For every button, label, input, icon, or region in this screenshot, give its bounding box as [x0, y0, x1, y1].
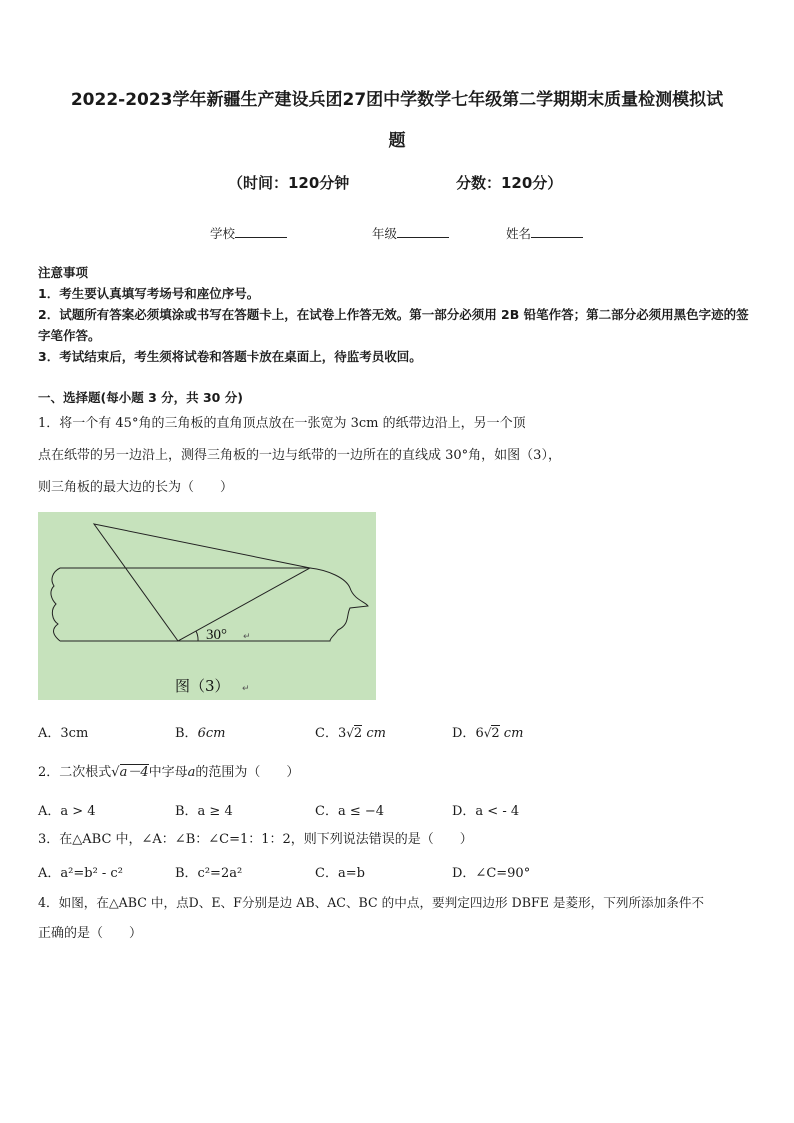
notice-item: 3．考试结束后，考生须将试卷和答题卡放在桌面上，待监考员收回。 — [38, 349, 422, 364]
option-letter: B． — [175, 726, 198, 741]
grade-blank — [397, 225, 449, 238]
q3-option-b: B．c²=2a² — [175, 866, 243, 881]
option-letter: C． — [315, 726, 338, 741]
notice-heading: 注意事项 — [38, 265, 89, 280]
coefficient: 6 — [475, 726, 484, 741]
q1-line1: 1．将一个有 45°角的三角板的直角顶点放在一张宽为 3cm 的纸带边沿上，另一个顶 — [38, 416, 526, 431]
sqrt-sign: √ — [483, 726, 492, 740]
q2-radicand: a－4 — [119, 765, 149, 780]
name-blank — [531, 225, 583, 238]
notice-item: 2．试题所有答案必须填涂或书写在答题卡上，在试卷上作答无效。第一部分必须用 2B 铅笔作答；第二部分必须用黑色字迹的签字笔作答。 — [38, 307, 749, 343]
q3-stem: 3．在△ABC 中，∠A：∠B：∠C=1：1：2，则下列说法错误的是（ ） — [38, 832, 473, 847]
q1-option-d — [452, 722, 523, 741]
triangle-board — [94, 524, 310, 641]
q2-option-c: C．a ≤ −4 — [315, 804, 385, 819]
unit: cm — [366, 726, 386, 741]
q1-line3: 则三角板的最大边的长为（ ） — [38, 480, 234, 495]
name-field — [506, 224, 583, 242]
radicand: 2 — [353, 726, 363, 741]
strip-torn-left-edge — [51, 568, 60, 641]
q4-line2: 正确的是（ ） — [38, 926, 143, 941]
q2-var: a — [187, 765, 196, 780]
sqrt-sign: √ — [111, 765, 120, 780]
school-label: 学校 — [210, 226, 236, 241]
q2-stem-pre: 2．二次根式 — [38, 765, 112, 780]
q1-option-c — [315, 722, 386, 741]
q2-stem-post: 的范围为（ ） — [195, 765, 300, 780]
exam-time: （时间：120分钟 — [228, 174, 350, 192]
return-mark: ↵ — [242, 684, 250, 694]
notice-item: 1．考生要认真填写考场号和座位序号。 — [38, 286, 260, 301]
q2-stem-mid: 中字母 — [148, 765, 188, 780]
return-mark: ↵ — [243, 632, 251, 642]
q3-option-a: A．a²=b² - c² — [38, 866, 123, 881]
q1-line2: 点在纸带的另一边沿上，测得三角板的一边与纸带的一边所在的直线成 30°角，如图（3）， — [38, 448, 561, 463]
grade-label: 年级 — [372, 226, 398, 241]
exam-title-line1: 2022-2023学年新疆生产建设兵团27团中学数学七年级第二学期期末质量检测模拟试 — [70, 90, 724, 110]
q2-option-a: A．a > 4 — [38, 804, 96, 819]
sqrt-sign: √ — [346, 726, 354, 740]
option-letter: D． — [452, 726, 476, 741]
radicand: 2 — [491, 726, 500, 741]
grade-field — [372, 224, 449, 242]
triangle-strip-diagram — [38, 512, 376, 700]
angle-arc — [196, 631, 198, 641]
q1-option-a: A．3cm — [38, 726, 89, 741]
q3-option-c: C．a=b — [315, 866, 365, 881]
notice-block — [38, 262, 758, 367]
section-heading: 一、选择题(每小题 3 分，共 30 分) — [38, 390, 243, 405]
q2-stem — [38, 763, 758, 783]
name-label: 姓名 — [506, 226, 532, 241]
q4-line1: 4．如图，在△ABC 中，点D、E、F分别是边 AB、AC、BC 的中点，要判定四边形 DBFE 是菱形，下列所添加条件不 — [38, 895, 705, 910]
q3-option-d: D．∠C=90° — [452, 866, 531, 881]
q2-option-b: B．a ≥ 4 — [175, 804, 233, 819]
q1-figure — [38, 512, 376, 700]
coefficient: 3 — [337, 726, 347, 741]
q2-option-d: D．a < - 4 — [452, 804, 520, 819]
option-value: 6cm — [197, 726, 226, 741]
school-field — [210, 224, 287, 242]
school-blank — [235, 225, 287, 238]
unit: cm — [503, 726, 524, 741]
figure-caption: 图（3） — [175, 677, 230, 695]
angle-label: 30° — [206, 627, 227, 643]
exam-title-line2: 题 — [388, 131, 406, 151]
q1-option-b — [175, 722, 225, 741]
exam-score: 分数：120分） — [456, 174, 563, 192]
